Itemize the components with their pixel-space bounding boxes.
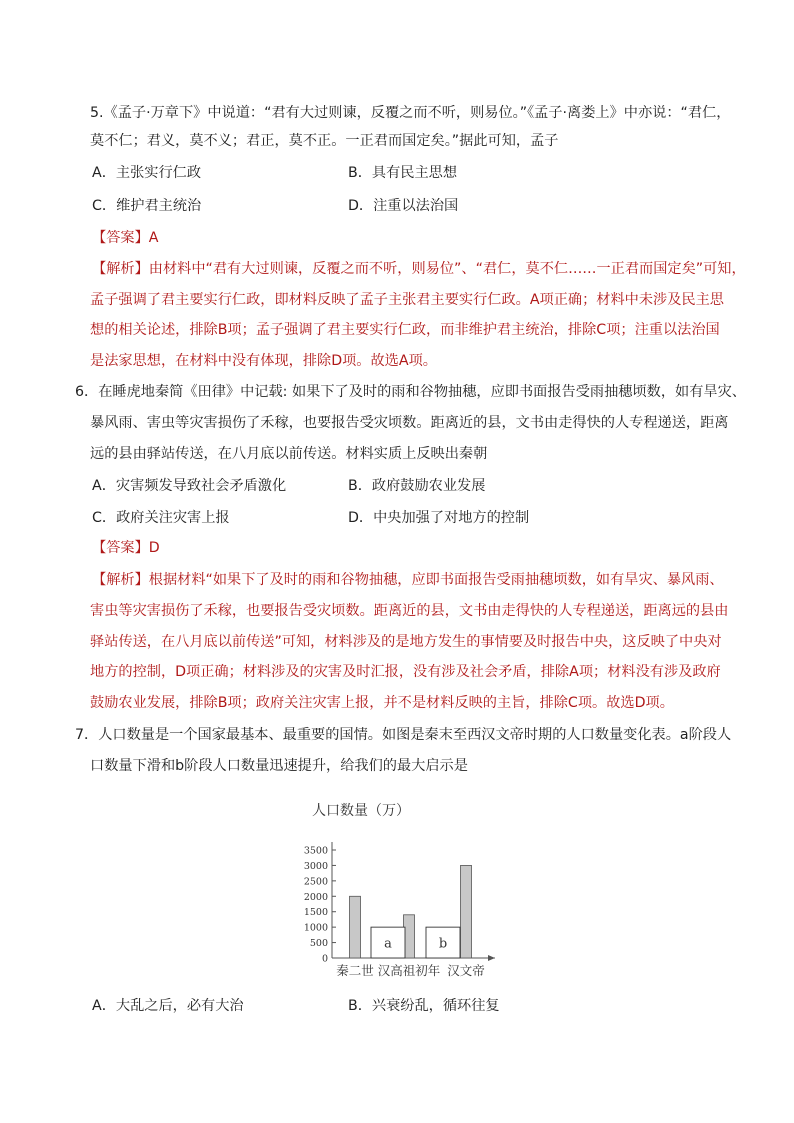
q6-option-a: A．灾害频发导致社会矛盾激化 <box>92 478 287 494</box>
q5-stem-line1: 5.《孟子·万章下》中说道：“君有大过则谏，反覆之而不听，则易位。”《孟子·离娄上》中亦说：“君仁， <box>90 105 731 121</box>
q7-option-a: A．大乱之后，必有大治 <box>92 998 244 1014</box>
q5-analysis-line4: 是法家思想，在材料中没有体现，排除D项。故选A项。 <box>90 353 437 369</box>
q5-option-d: D．注重以法治国 <box>348 198 459 214</box>
q6-analysis-line3: 驿站传送，在八月底以前传送”可知，材料涉及的是地方发生的事情要及时报告中央，这反映了中央对 <box>90 634 722 650</box>
q5-option-c: C．维护君主统治 <box>92 198 202 214</box>
q7-stem-line2: 口数量下滑和b阶段人口数量迅速提升，给我们的最大启示是 <box>90 758 468 774</box>
chart-title: 人口数量（万） <box>312 803 410 819</box>
q5-stem-line2: 莫不仁；君义，莫不义；君正，莫不正。一正君而国定矣。”据此可知，孟子 <box>90 133 559 149</box>
y-tick-label: 3500 <box>303 845 328 857</box>
y-tick-label: 1500 <box>303 907 328 919</box>
x-tick-label: 秦二世 <box>336 963 374 978</box>
y-tick-label: 2500 <box>303 876 328 888</box>
bar <box>461 865 472 958</box>
q6-stem-line3: 远的县由驿站传送，在八月底以前传送。材料实质上反映出秦朝 <box>90 446 488 462</box>
q6-stem-line1: 6．在睡虎地秦简《田律》中记载: 如果下了及时的雨和谷物抽穗，应即书面报告受雨抽穗顷数，如有旱灾、 <box>75 384 746 400</box>
q5-analysis-line1 <box>92 259 746 279</box>
q6-option-c: C．政府关注灾害上报 <box>92 510 230 526</box>
population-bar-chart <box>290 795 510 985</box>
q5-analysis-line2: 孟子强调了君主要实行仁政，即材料反映了孟子主张君主要实行仁政。A项正确；材料中未涉及民主思 <box>90 292 724 308</box>
q6-option-b: B．政府鼓励农业发展 <box>348 478 486 494</box>
y-tick-label: 3000 <box>303 860 328 872</box>
analysis-label: 【解析】 <box>92 261 149 277</box>
q6-analysis-line5: 鼓励农业发展，排除B项；政府关注灾害上报，并不是材料反映的主旨，排除C项。故选D项。 <box>90 695 674 711</box>
stage-label: a <box>384 936 392 952</box>
q6-option-d: D．中央加强了对地方的控制 <box>348 510 530 526</box>
y-tick-label: 1000 <box>303 922 328 934</box>
q6-analysis-line4: 地方的控制，D项正确；材料涉及的灾害及时汇报，没有涉及社会矛盾，排除A项；材料没有涉及政府 <box>90 664 721 680</box>
analysis-label: 【解析】 <box>92 572 149 588</box>
x-tick-label: 汉高祖初年 <box>377 963 441 978</box>
bar <box>350 896 361 958</box>
y-tick-label: 0 <box>321 953 328 965</box>
q6-answer: 【答案】D <box>92 540 160 556</box>
x-axis-arrow <box>488 955 495 961</box>
q5-analysis-line3: 想的相关论述，排除B项；孟子强调了君主要实行仁政，而非维护君主统治，排除C项；注重以法治国 <box>90 322 720 338</box>
y-tick-label: 2000 <box>303 891 328 903</box>
analysis-text: 根据材料“如果下了及时的雨和谷物抽穗，应即书面报告受雨抽穗顷数，如有旱灾、暴风雨、 <box>148 572 724 588</box>
q6-stem-line2: 暴风雨、害虫等灾害损伤了禾稼，也要报告受灾顷数。距离近的县，文书由走得快的人专程递送，距离 <box>90 415 729 431</box>
stage-label: b <box>438 936 448 952</box>
q7-stem-line1: 7．人口数量是一个国家最基本、最重要的国情。如图是秦末至西汉文帝时期的人口数量变化表。a阶段人 <box>75 727 732 743</box>
q5-option-a: A．主张实行仁政 <box>92 165 202 181</box>
x-axis-labels <box>336 963 485 978</box>
bars <box>350 865 472 958</box>
q6-analysis-line1 <box>92 570 724 590</box>
q6-analysis-line2: 害虫等灾害损伤了禾稼，也要报告受灾顷数。距离近的县，文书由走得快的人专程递送，距离远的县由 <box>90 603 729 619</box>
x-tick-label: 汉文帝 <box>447 963 485 978</box>
analysis-text: 由材料中“君有大过则谏，反覆之而不听，则易位”、“君仁，莫不仁……一正君而国定矣”可知， <box>148 261 746 277</box>
q5-option-b: B．具有民主思想 <box>348 165 458 181</box>
y-tick-label: 500 <box>309 938 328 950</box>
q5-answer: 【答案】A <box>92 230 159 246</box>
q7-option-b: B．兴衰纷乱，循环往复 <box>348 998 500 1014</box>
